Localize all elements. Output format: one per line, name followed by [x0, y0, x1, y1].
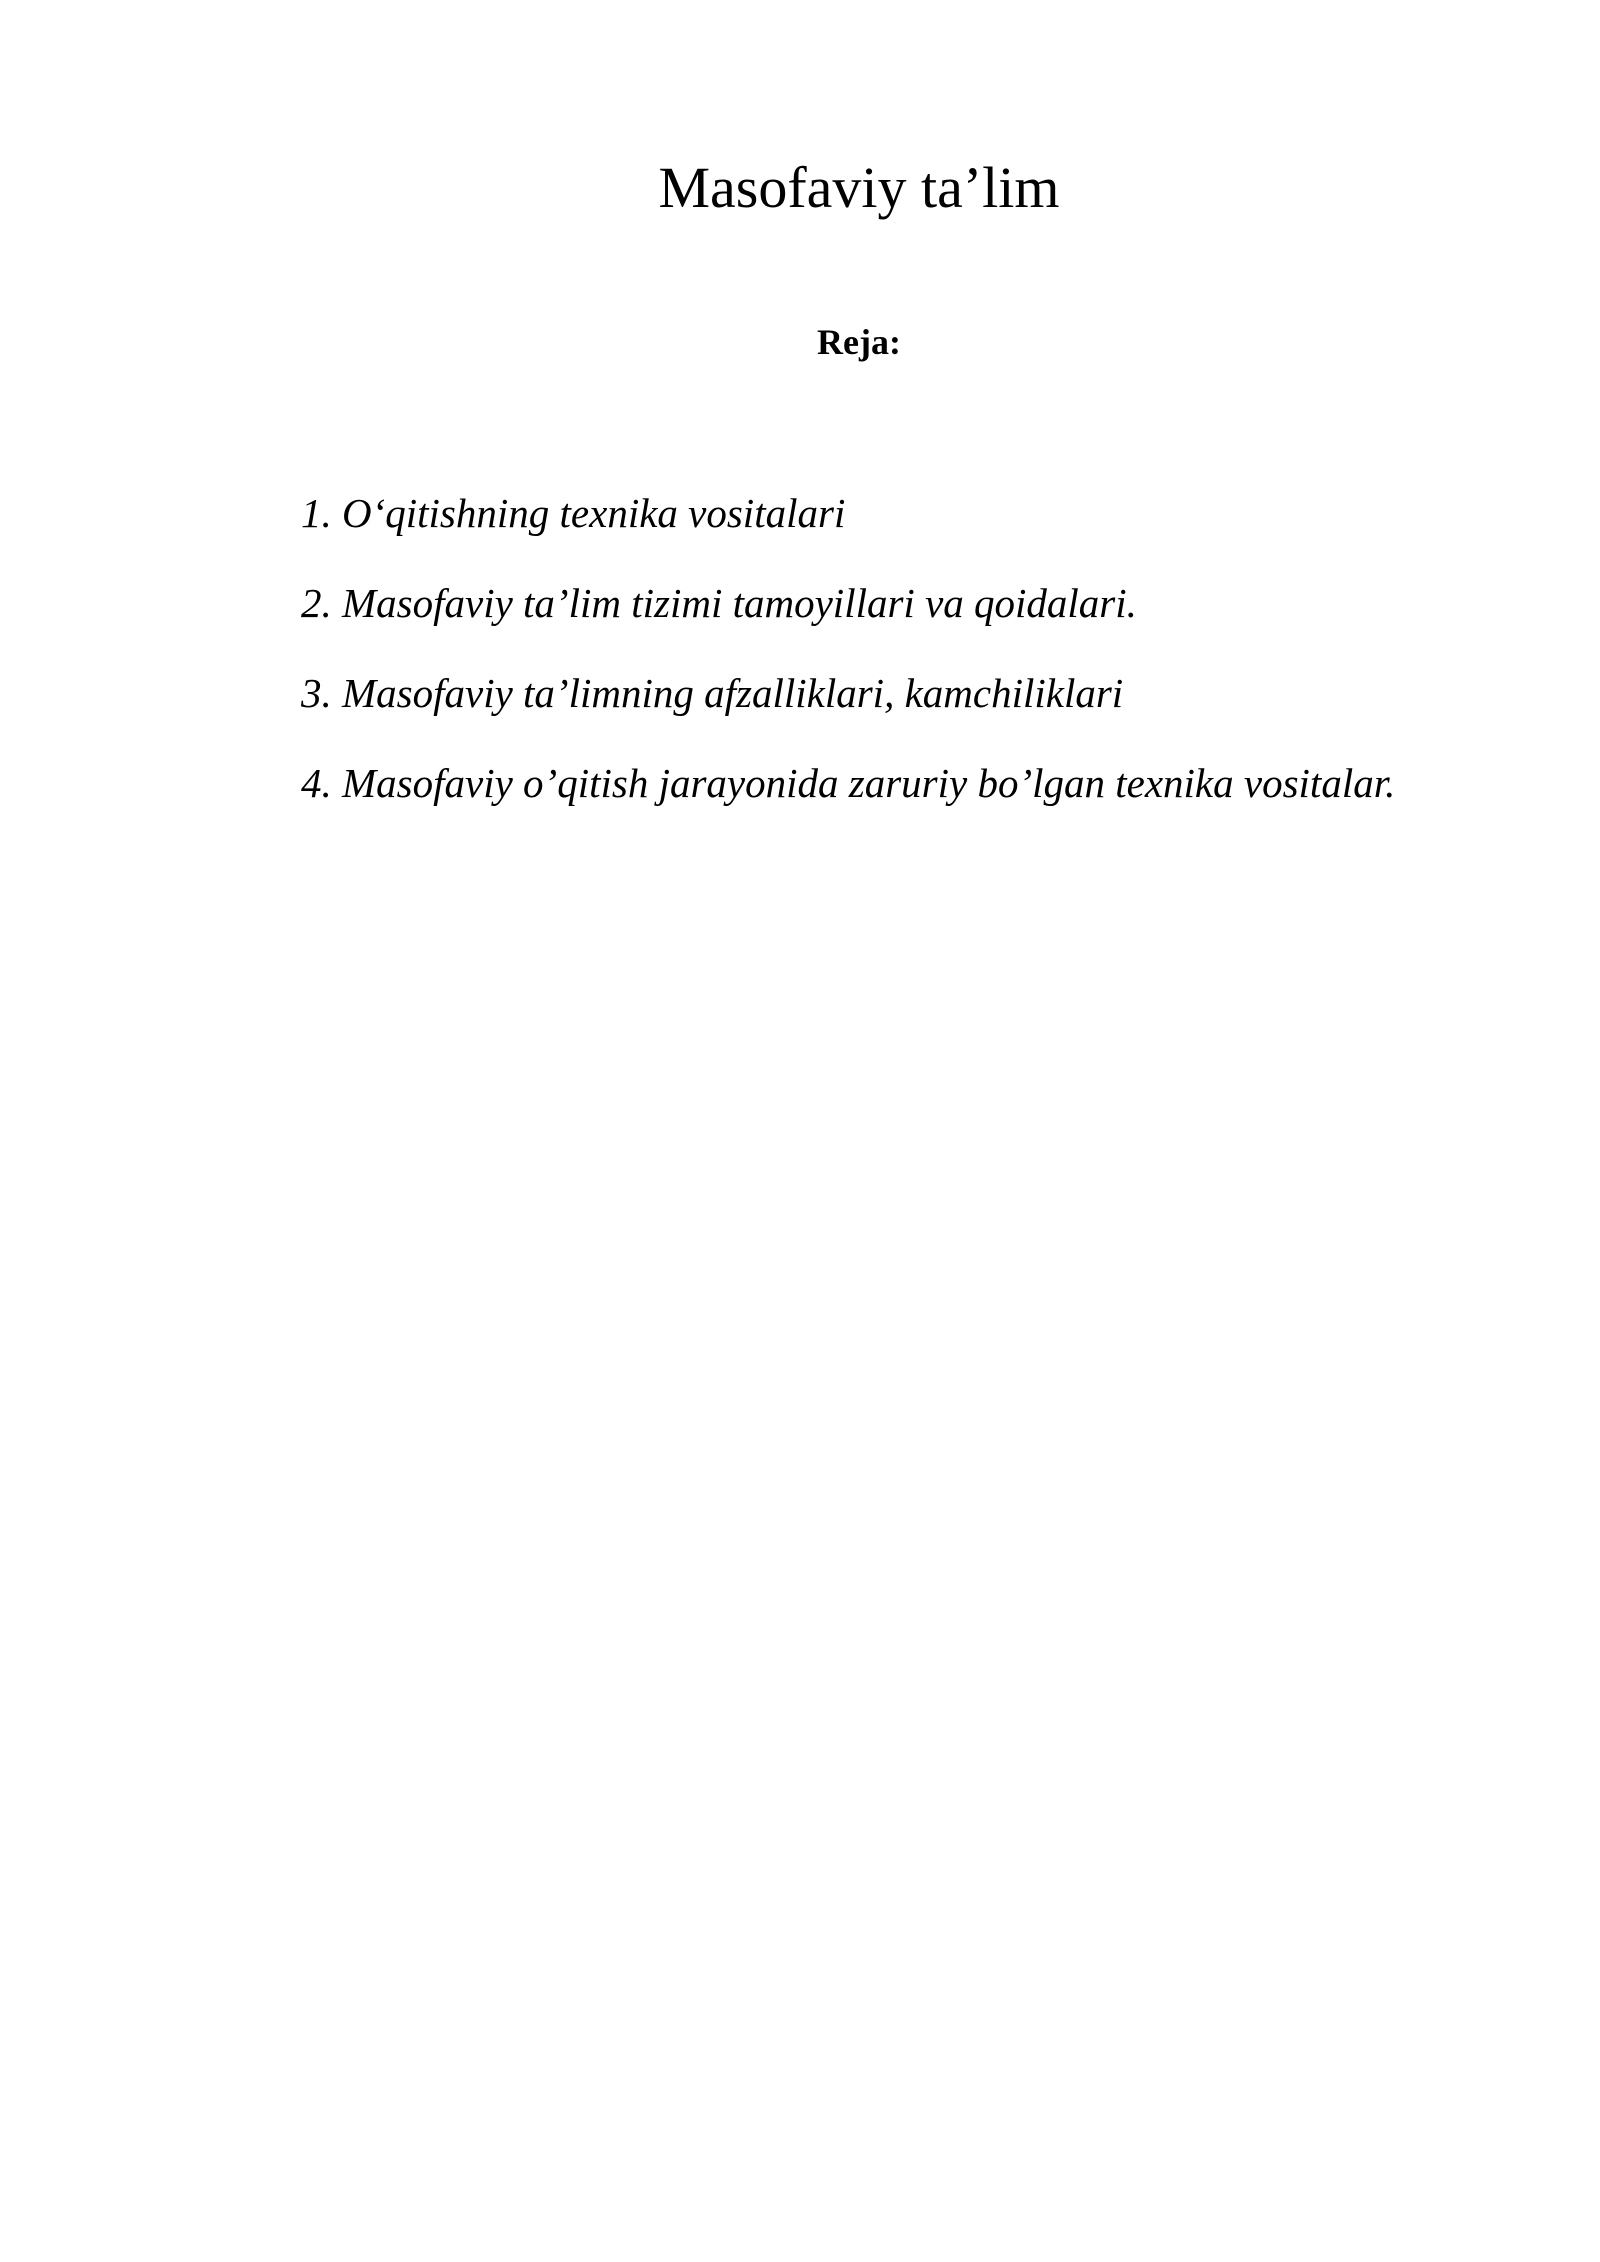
- plan-heading: Reja:: [817, 322, 901, 362]
- plan-list: [301, 486, 1521, 846]
- document-title: Masofaviy ta’lim: [658, 155, 1060, 220]
- plan-item: 2. Masofaviy ta’lim tizimi tamoyillari va qoidalari.: [301, 580, 1137, 626]
- plan-item: 4. Masofaviy o’qitish jarayonida zaruriy bo’lgan texnika vositalar.: [301, 760, 1396, 806]
- plan-item: 3. Masofaviy ta’limning afzalliklari, kamchiliklari: [301, 670, 1124, 716]
- plan-item: 1. O‘qitishning texnika vositalari: [301, 490, 846, 536]
